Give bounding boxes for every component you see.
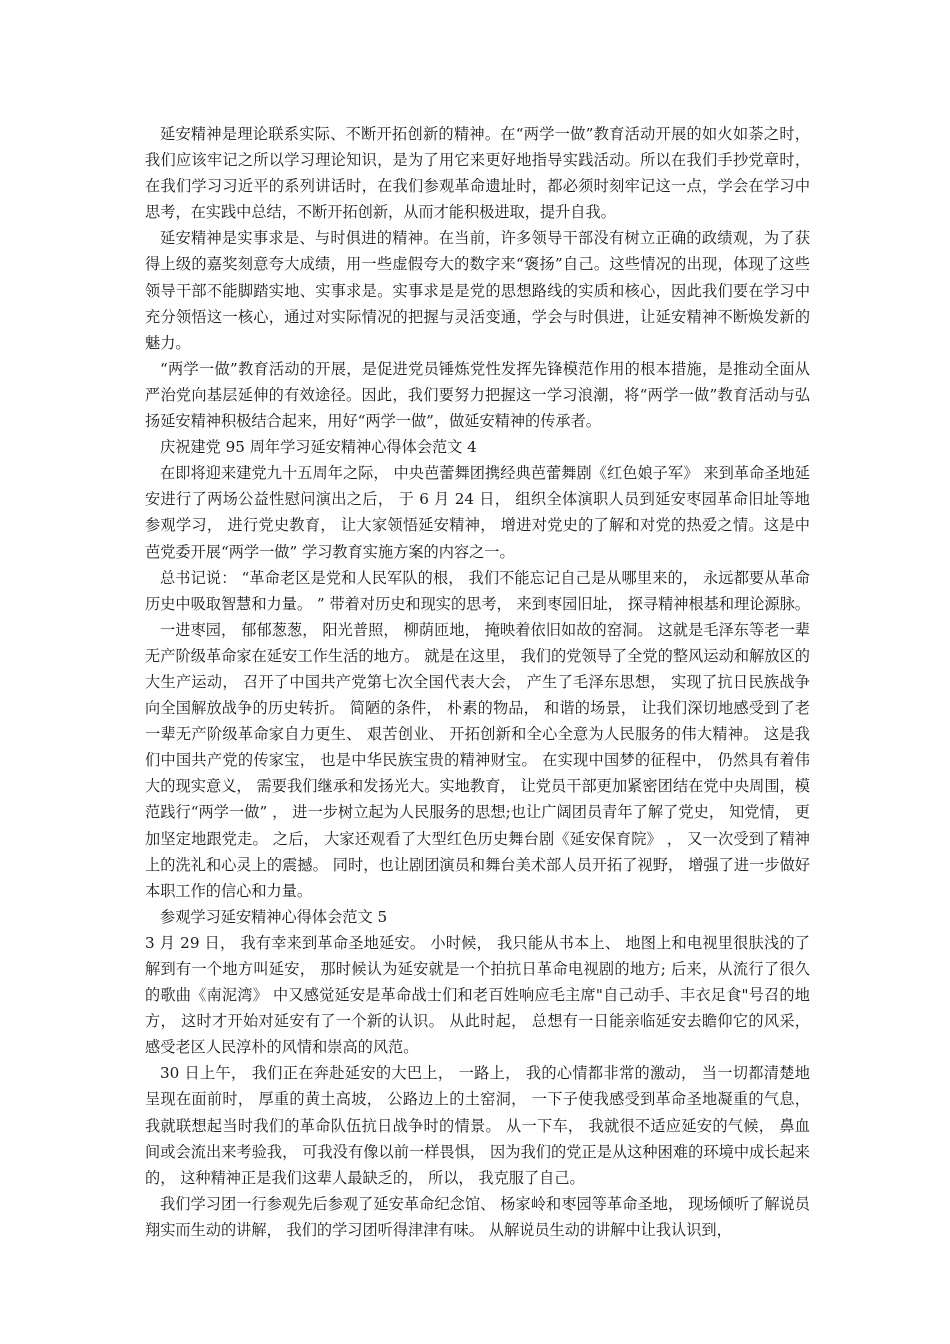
paragraph-museum-visit: 我们学习团一行参观先后参观了延安革命纪念馆、 杨家岭和枣园等革命圣地， 现场倾听了解说员翔实而生动的讲解， 我们的学习团听得津津有味。 从解说员生动的讲解中让我认识到，: [145, 1194, 810, 1239]
document-page: [145, 121, 810, 1243]
paragraph-ballet-visit: 在即将迎来建党九十五周年之际， 中央芭蕾舞团携经典芭蕾舞剧《红色娘子军》 来到革命圣地延安进行了两场公益性慰问演出之后， 于 6 月 24 日， 组织全体演职人员到延安枣园革命旧址等地参观学习， 进行党史教育， 让大家领悟延安精神， 增进对党史的了解和对党的热爱之情。这是中芭党委开展“两学一做” 学习教育实施方案的内容之一。: [145, 464, 810, 561]
paragraph-arrival: 3 月 29 日， 我有幸来到革命圣地延安。 小时候， 我只能从书本上、 地图上和电视里很肤浅的了解到有一个地方叫延安， 那时候认为延安就是一个拍抗日革命电视剧的地方; 后来，从流行了很久的歌曲《南泥湾》 中又感觉延安是革命战士们和老百姓响应毛主席"自己动手、丰衣足食"号召的地方， 这时才开始对延安有了一个新的认识。 从此时起， 总想有一日能亲临延安去瞻仰它的风采， 感受老区人民淳朴的风情和崇高的风范。: [145, 933, 810, 1057]
paragraph-yanan-innovation: 延安精神是理论联系实际、不断开拓创新的精神。在“两学一做”教育活动开展的如火如荼之时，我们应该牢记之所以学习理论知识，是为了用它来更好地指导实践活动。所以在我们手抄党章时，在我们学习习近平的系列讲话时，在我们参观革命遗址时，都必须时刻牢记这一点，学会在学习中思考，在实践中总结，不断开拓创新，从而才能积极进取，提升自我。: [145, 125, 810, 222]
section-heading-5: 参观学习延安精神心得体会范文 5: [160, 907, 388, 926]
paragraph-quote: 总书记说： “革命老区是党和人民军队的根， 我们不能忘记自己是从哪里来的， 永远都要从革命历史中吸取智慧和力量。 ” 带着对历史和现实的思考， 来到枣园旧址， 探寻精神根基和理论源脉。: [145, 568, 810, 613]
section-heading-4: 庆祝建党 95 周年学习延安精神心得体会范文 4: [160, 438, 477, 457]
paragraph-yanan-truth: 延安精神是实事求是、与时俱进的精神。在当前，许多领导干部没有树立正确的政绩观，为了获得上级的嘉奖刻意夸大成绩，用一些虚假夸大的数字来“褒扬”自己。这些情况的出现，体现了这些领导干部不能脚踏实地、实事求是。实事求是是党的思想路线的实质和核心，因此我们要在学习中充分领悟这一核心，通过对实际情况的把握与灵活变通，学会与时俱进，让延安精神不断焕发新的魅力。: [145, 229, 810, 352]
paragraph-zaoyuan: 一进枣园， 郁郁葱葱， 阳光普照， 柳荫匝地， 掩映着依旧如故的窑洞。 这就是毛泽东等老一辈无产阶级革命家在延安工作生活的地方。 就是在这里， 我们的党领导了全党的整风运动和解放区的大生产运动， 召开了中国共产党第七次全国代表大会， 产生了毛泽东思想， 实现了抗日民族战争向全国解放战争的历史转折。 简陋的条件， 朴素的物品， 和谐的场景， 让我们深切地感受到了老一辈无产阶级革命家自力更生、 艰苦创业、 开拓创新和全心全意为人民服务的伟大精神。 这是我们中国共产党的传家宝， 也是中华民族宝贵的精神财宝。 在实现中国梦的征程中， 仍然具有着伟大的现实意义， 需要我们继承和发扬光大。实地教育， 让党员干部更加紧密团结在党中央周围，模范践行“两学一做” ， 进一步树立起为人民服务的思想;也让广阔团员青年了解了党史， 知党情， 更加坚定地跟党走。 之后， 大家还观看了大型红色历史舞台剧《延安保育院》 ， 又一次受到了精神上的洗礼和心灵上的震撼。 同时，也让剧团演员和舞台美术部人员开拓了视野， 增强了进一步做好本职工作的信心和力量。: [145, 620, 810, 900]
paragraph-two-studies: “两学一做”教育活动的开展，是促进党员锤炼党性发挥先锋模范作用的根本措施，是推动全面从严治党向基层延伸的有效途径。因此，我们要努力把握这一学习浪潮，将“两学一做”教育活动与弘扬延安精神积极结合起来，用好“两学一做”，做延安精神的传承者。: [145, 359, 810, 431]
paragraph-bus-trip: 30 日上午， 我们正在奔赴延安的大巴上， 一路上， 我的心情都非常的激动， 当一切都清楚地呈现在面前时， 厚重的黄土高坡， 公路边上的土窑洞， 一下子使我感受到革命圣地凝重的气息， 我就联想起当时我们的革命队伍抗日战争时的情景。 从一下车， 我就很不适应延安的气候， 鼻血间或会流出来考验我， 可我没有像以前一样畏惧， 因为我们的党正是从这种困难的环境中成长起来的， 这种精神正是我们这辈人最缺乏的， 所以， 我克服了自己。: [145, 1064, 810, 1187]
